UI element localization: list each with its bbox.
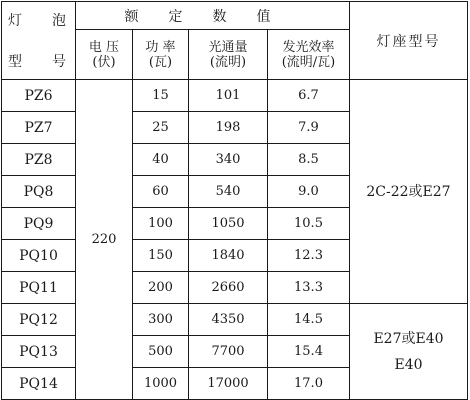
model-cell: PQ8 (2, 176, 76, 208)
flux-cell: 7700 (189, 336, 268, 368)
power-cell: 300 (133, 304, 189, 336)
model-cell: PQ12 (2, 304, 76, 336)
efficacy-cell: 9.0 (268, 176, 350, 208)
power-cell: 15 (133, 80, 189, 112)
power-header: 功 率 (瓦) (133, 30, 189, 80)
luminous-flux-header: 光通量 (流明) (189, 30, 268, 80)
power-cell: 200 (133, 272, 189, 304)
flux-cell: 198 (189, 112, 268, 144)
table-row (2, 80, 468, 112)
flux-cell: 1050 (189, 208, 268, 240)
corner-char-3: 型 (8, 54, 23, 70)
model-cell: PQ9 (2, 208, 76, 240)
efficacy-cell: 13.3 (268, 272, 350, 304)
model-cell: PZ6 (2, 80, 76, 112)
socket-cell-group1: 2C-22或E27 (350, 80, 468, 304)
efficacy-cell: 6.7 (268, 80, 350, 112)
model-cell: PQ14 (2, 368, 76, 400)
model-cell: PZ8 (2, 144, 76, 176)
model-cell: PZ7 (2, 112, 76, 144)
corner-char-2: 泡 (52, 13, 67, 29)
power-cell: 60 (133, 176, 189, 208)
corner-char-4: 号 (52, 54, 67, 70)
corner-char-1: 灯 (8, 13, 23, 29)
power-cell: 1000 (133, 368, 189, 400)
model-cell: PQ13 (2, 336, 76, 368)
model-cell: PQ10 (2, 240, 76, 272)
header-corner-cell (2, 2, 76, 80)
flux-cell: 101 (189, 80, 268, 112)
lamp-spec-table (1, 1, 468, 400)
table-row (2, 304, 468, 336)
power-cell: 40 (133, 144, 189, 176)
flux-cell: 2660 (189, 272, 268, 304)
power-cell: 500 (133, 336, 189, 368)
power-cell: 100 (133, 208, 189, 240)
efficacy-cell: 12.3 (268, 240, 350, 272)
socket-cell-group2 (350, 304, 468, 400)
efficacy-cell: 14.5 (268, 304, 350, 336)
power-cell: 150 (133, 240, 189, 272)
flux-cell: 4350 (189, 304, 268, 336)
socket-group2-line1: E27或E40 (373, 330, 444, 347)
voltage-cell: 220 (76, 80, 133, 400)
efficacy-cell: 8.5 (268, 144, 350, 176)
rated-values-header: 额定数值 (76, 2, 350, 30)
model-cell: PQ11 (2, 272, 76, 304)
efficacy-cell: 15.4 (268, 336, 350, 368)
flux-cell: 540 (189, 176, 268, 208)
luminous-efficacy-header: 发光效率 (流明/瓦) (268, 30, 350, 80)
flux-cell: 1840 (189, 240, 268, 272)
flux-cell: 17000 (189, 368, 268, 400)
socket-type-header: 灯座型号 (350, 2, 468, 80)
efficacy-cell: 7.9 (268, 112, 350, 144)
power-cell: 25 (133, 112, 189, 144)
flux-cell: 340 (189, 144, 268, 176)
efficacy-cell: 17.0 (268, 368, 350, 400)
voltage-header: 电 压 (伏) (76, 30, 133, 80)
socket-group2-line2: E40 (394, 356, 423, 373)
efficacy-cell: 10.5 (268, 208, 350, 240)
